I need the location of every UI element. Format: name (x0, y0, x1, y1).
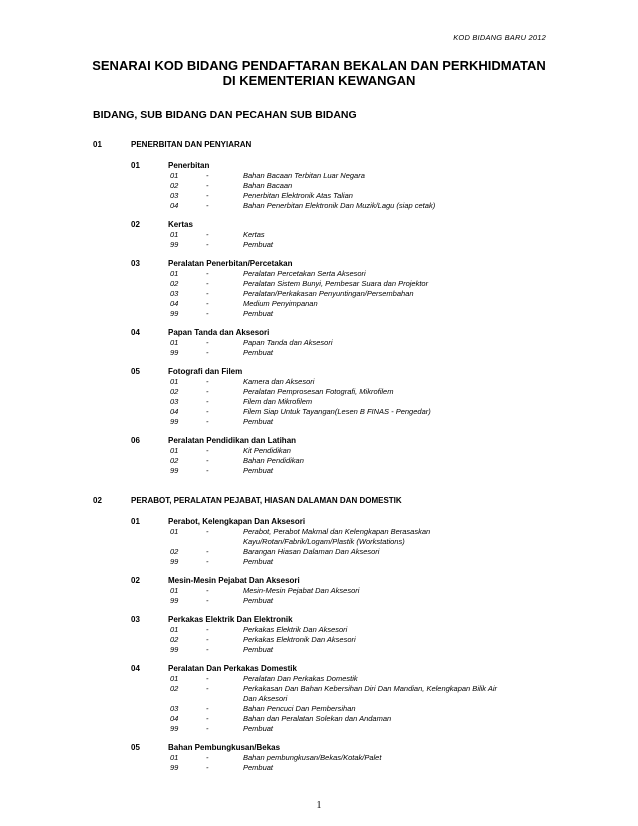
item-code: 04 (170, 201, 179, 210)
item-code: 02 (170, 181, 179, 190)
item-row (0, 269, 638, 279)
item-code: 02 (170, 387, 179, 396)
item-description (243, 348, 543, 358)
item-description-line: Perkakasan Dan Bahan Kebersihan Diri Dan Mandian, Kelengkapan Bilik Air (243, 684, 498, 693)
item-description-line: Pembuat (243, 596, 274, 605)
item-dash: - (206, 674, 209, 683)
item-description-line: Pembuat (243, 348, 274, 357)
item-description-line: Peralatan Pemprosesan Fotografi, Mikrofilem (243, 387, 394, 396)
subsection-number: 03 (131, 259, 140, 268)
section-number: 01 (93, 140, 102, 149)
subsection-number: 01 (131, 517, 140, 526)
section-heading (0, 138, 638, 152)
item-description (243, 596, 543, 606)
subsection-title: Peralatan Dan Perkakas Domestik (168, 664, 297, 673)
item-description-line: Bahan Bacaan (243, 181, 293, 190)
section-heading (0, 494, 638, 508)
subsection-number: 02 (131, 220, 140, 229)
item-description (243, 753, 543, 763)
item-code: 99 (170, 466, 179, 475)
subsection-number: 06 (131, 436, 140, 445)
item-description (243, 527, 543, 547)
subsection-block (0, 516, 638, 567)
subsection-number: 04 (131, 328, 140, 337)
item-dash: - (206, 753, 209, 762)
item-description-line: Bahan Penerbitan Elektronik Dan Muzik/Lagu (siap cetak) (243, 201, 436, 210)
subsection-title: Peralatan Pendidikan dan Latihan (168, 436, 297, 445)
item-row (0, 645, 638, 655)
document-subtitle: BIDANG, SUB BIDANG DAN PECAHAN SUB BIDANG (93, 109, 357, 121)
section-title: PENERBITAN DAN PENYIARAN (131, 140, 252, 149)
item-code: 01 (170, 527, 179, 536)
item-row (0, 466, 638, 476)
item-description (243, 586, 543, 596)
item-description (243, 279, 543, 289)
item-code: 03 (170, 191, 179, 200)
subsection-number: 03 (131, 615, 140, 624)
subsection-heading (0, 435, 638, 446)
item-description-line: Kayu/Rotan/Fabrik/Logam/Plastik (Workstations) (243, 537, 405, 546)
item-dash: - (206, 309, 209, 318)
item-dash: - (206, 397, 209, 406)
item-code: 99 (170, 763, 179, 772)
item-row (0, 407, 638, 417)
item-row (0, 279, 638, 289)
subsection-title: Bahan Pembungkusan/Bekas (168, 743, 281, 752)
item-description (243, 724, 543, 734)
item-code: 01 (170, 338, 179, 347)
item-description-line: Perkakas Elektronik Dan Aksesori (243, 635, 356, 644)
document-body (0, 138, 638, 773)
item-code: 01 (170, 674, 179, 683)
item-dash: - (206, 684, 209, 693)
item-description-line: Filem dan Mikrofilem (243, 397, 313, 406)
subsection-title: Penerbitan (168, 161, 210, 170)
item-dash: - (206, 240, 209, 249)
document-title (0, 58, 638, 88)
item-description-line: Pembuat (243, 557, 274, 566)
subsection-block (0, 742, 638, 773)
item-description (243, 417, 543, 427)
item-row (0, 674, 638, 684)
item-dash: - (206, 724, 209, 733)
item-code: 01 (170, 446, 179, 455)
item-code: 99 (170, 348, 179, 357)
subsection-title: Perkakas Elektrik Dan Elektronik (168, 615, 293, 624)
item-dash: - (206, 299, 209, 308)
item-description-line: Peralatan/Perkakasan Penyuntingan/Persembahan (243, 289, 414, 298)
item-row (0, 704, 638, 714)
item-code: 01 (170, 377, 179, 386)
item-row (0, 377, 638, 387)
item-code: 04 (170, 407, 179, 416)
item-row (0, 201, 638, 211)
item-dash: - (206, 557, 209, 566)
item-row (0, 714, 638, 724)
subsection-number: 05 (131, 743, 140, 752)
item-row (0, 181, 638, 191)
subsection-heading (0, 327, 638, 338)
item-code: 99 (170, 417, 179, 426)
item-description (243, 714, 543, 724)
item-dash: - (206, 704, 209, 713)
item-description-line: Papan Tanda dan Aksesori (243, 338, 333, 347)
item-dash: - (206, 625, 209, 634)
subsection-heading (0, 160, 638, 171)
item-description (243, 309, 543, 319)
item-description (243, 230, 543, 240)
section-number: 02 (93, 496, 102, 505)
title-line-1: SENARAI KOD BIDANG PENDAFTARAN BEKALAN DAN PERKHIDMATAN (92, 58, 546, 73)
item-code: 02 (170, 456, 179, 465)
subsection-block (0, 575, 638, 606)
item-description (243, 289, 543, 299)
subsection-title: Peralatan Penerbitan/Percetakan (168, 259, 293, 268)
item-description-line: Pembuat (243, 417, 274, 426)
section-title: PERABOT, PERALATAN PEJABAT, HIASAN DALAMAN DAN DOMESTIK (131, 496, 402, 505)
item-dash: - (206, 269, 209, 278)
item-description-line: Kit Pendidikan (243, 446, 291, 455)
subsection-number: 04 (131, 664, 140, 673)
item-row (0, 763, 638, 773)
item-dash: - (206, 456, 209, 465)
subsection-block (0, 219, 638, 250)
item-row (0, 527, 638, 547)
item-row (0, 547, 638, 557)
item-dash: - (206, 547, 209, 556)
item-row (0, 230, 638, 240)
item-row (0, 338, 638, 348)
title-line-2: DI KEMENTERIAN KEWANGAN (222, 73, 416, 88)
item-dash: - (206, 763, 209, 772)
item-dash: - (206, 635, 209, 644)
item-code: 99 (170, 724, 179, 733)
item-row (0, 456, 638, 466)
item-description (243, 407, 543, 417)
item-dash: - (206, 191, 209, 200)
item-code: 99 (170, 596, 179, 605)
item-description-line: Peralatan Dan Perkakas Domestik (243, 674, 358, 683)
item-dash: - (206, 348, 209, 357)
item-code: 01 (170, 586, 179, 595)
item-description-line: Pembuat (243, 466, 274, 475)
item-row (0, 446, 638, 456)
subsection-title: Fotografi dan Filem (168, 367, 243, 376)
item-dash: - (206, 171, 209, 180)
subsection-block (0, 327, 638, 358)
item-row (0, 625, 638, 635)
item-code: 02 (170, 547, 179, 556)
item-description (243, 645, 543, 655)
item-row (0, 171, 638, 181)
item-row (0, 557, 638, 567)
subsection-title: Perabot, Kelengkapan Dan Aksesori (168, 517, 306, 526)
item-dash: - (206, 586, 209, 595)
item-row (0, 348, 638, 358)
item-dash: - (206, 387, 209, 396)
item-dash: - (206, 338, 209, 347)
item-description (243, 397, 543, 407)
subsection-number: 01 (131, 161, 140, 170)
item-description (243, 704, 543, 714)
item-description (243, 387, 543, 397)
subsection-title: Mesin-Mesin Pejabat Dan Aksesori (168, 576, 300, 585)
item-description (243, 201, 543, 211)
section-block (0, 494, 638, 773)
item-description (243, 684, 543, 704)
header-code-label: KOD BIDANG BARU 2012 (453, 33, 546, 42)
item-dash: - (206, 230, 209, 239)
item-description-line: Penerbitan Elektronik Atas Talian (243, 191, 353, 200)
subsection-block (0, 160, 638, 211)
item-description-line: Filem Siap Untuk Tayangan(Lesen B FINAS - Pengedar) (243, 407, 431, 416)
item-dash: - (206, 181, 209, 190)
item-description-line: Pembuat (243, 240, 274, 249)
item-description-line: Pembuat (243, 645, 274, 654)
item-description-line: Peralatan Sistem Bunyi, Pembesar Suara dan Projektor (243, 279, 429, 288)
item-code: 99 (170, 309, 179, 318)
item-row (0, 289, 638, 299)
item-code: 02 (170, 279, 179, 288)
item-row (0, 397, 638, 407)
item-dash: - (206, 446, 209, 455)
subsection-title: Kertas (168, 220, 193, 229)
item-description (243, 377, 543, 387)
item-description-line: Medium Penyimpanan (243, 299, 318, 308)
item-description-line: Perkakas Elektrik Dan Aksesori (243, 625, 348, 634)
item-code: 01 (170, 753, 179, 762)
item-dash: - (206, 466, 209, 475)
item-code: 03 (170, 704, 179, 713)
subsection-block (0, 614, 638, 655)
item-description (243, 269, 543, 279)
subsection-block (0, 366, 638, 427)
item-description-line: Peralatan Percetakan Serta Aksesori (243, 269, 366, 278)
item-dash: - (206, 377, 209, 386)
item-code: 04 (170, 714, 179, 723)
subsection-heading (0, 614, 638, 625)
item-description-line: Bahan Pencuci Dan Pembersihan (243, 704, 356, 713)
item-code: 02 (170, 684, 179, 693)
section-block (0, 138, 638, 476)
item-description (243, 338, 543, 348)
item-dash: - (206, 527, 209, 536)
subsection-heading (0, 366, 638, 377)
item-dash: - (206, 714, 209, 723)
item-row (0, 417, 638, 427)
subsection-title: Papan Tanda dan Aksesori (168, 328, 270, 337)
item-code: 99 (170, 645, 179, 654)
subsection-block (0, 258, 638, 319)
item-description-line: Bahan Pendidikan (243, 456, 304, 465)
item-description-line: Pembuat (243, 309, 274, 318)
item-row (0, 387, 638, 397)
item-row (0, 596, 638, 606)
item-description-line: Bahan pembungkusan/Bekas/Kotak/Palet (243, 753, 382, 762)
item-code: 01 (170, 171, 179, 180)
item-dash: - (206, 289, 209, 298)
item-dash: - (206, 279, 209, 288)
item-description-line: Bahan Bacaan Terbitan Luar Negara (243, 171, 365, 180)
subsection-number: 02 (131, 576, 140, 585)
item-code: 01 (170, 230, 179, 239)
item-row (0, 191, 638, 201)
item-description-line: Kertas (243, 230, 265, 239)
item-description (243, 191, 543, 201)
item-dash: - (206, 201, 209, 210)
item-row (0, 586, 638, 596)
subsection-block (0, 663, 638, 734)
item-code: 03 (170, 289, 179, 298)
item-description (243, 763, 543, 773)
item-code: 02 (170, 635, 179, 644)
item-description-line: Kamera dan Aksesori (243, 377, 315, 386)
item-row (0, 635, 638, 645)
item-description-line: Mesin-Mesin Pejabat Dan Aksesori (243, 586, 360, 595)
subsection-block (0, 435, 638, 476)
item-description (243, 466, 543, 476)
item-description (243, 240, 543, 250)
item-description (243, 446, 543, 456)
item-dash: - (206, 417, 209, 426)
item-code: 01 (170, 269, 179, 278)
subsection-heading (0, 516, 638, 527)
item-code: 99 (170, 240, 179, 249)
item-row (0, 753, 638, 763)
item-description-line: Barangan Hiasan Dalaman Dan Aksesori (243, 547, 380, 556)
item-dash: - (206, 645, 209, 654)
item-description (243, 547, 543, 557)
subsection-heading (0, 663, 638, 674)
item-row (0, 724, 638, 734)
item-description-line: Pembuat (243, 724, 274, 733)
subsection-heading (0, 219, 638, 230)
subsection-heading (0, 742, 638, 753)
subsection-heading (0, 258, 638, 269)
item-description (243, 625, 543, 635)
item-dash: - (206, 407, 209, 416)
item-description (243, 635, 543, 645)
subsection-heading (0, 575, 638, 586)
item-dash: - (206, 596, 209, 605)
item-code: 04 (170, 299, 179, 308)
item-description-line: Dan Aksesori (243, 694, 288, 703)
subsection-number: 05 (131, 367, 140, 376)
item-row (0, 240, 638, 250)
page-number: 1 (316, 800, 322, 811)
item-description-line: Pembuat (243, 763, 274, 772)
item-row (0, 309, 638, 319)
item-code: 01 (170, 625, 179, 634)
item-description (243, 557, 543, 567)
item-description-line: Perabot, Perabot Makmal dan Kelengkapan Berasaskan (243, 527, 431, 536)
item-row (0, 684, 638, 704)
item-description-line: Bahan dan Peralatan Solekan dan Andaman (243, 714, 392, 723)
item-description (243, 171, 543, 181)
item-row (0, 299, 638, 309)
item-description (243, 456, 543, 466)
item-code: 03 (170, 397, 179, 406)
item-description (243, 181, 543, 191)
item-description (243, 674, 543, 684)
item-code: 99 (170, 557, 179, 566)
item-description (243, 299, 543, 309)
